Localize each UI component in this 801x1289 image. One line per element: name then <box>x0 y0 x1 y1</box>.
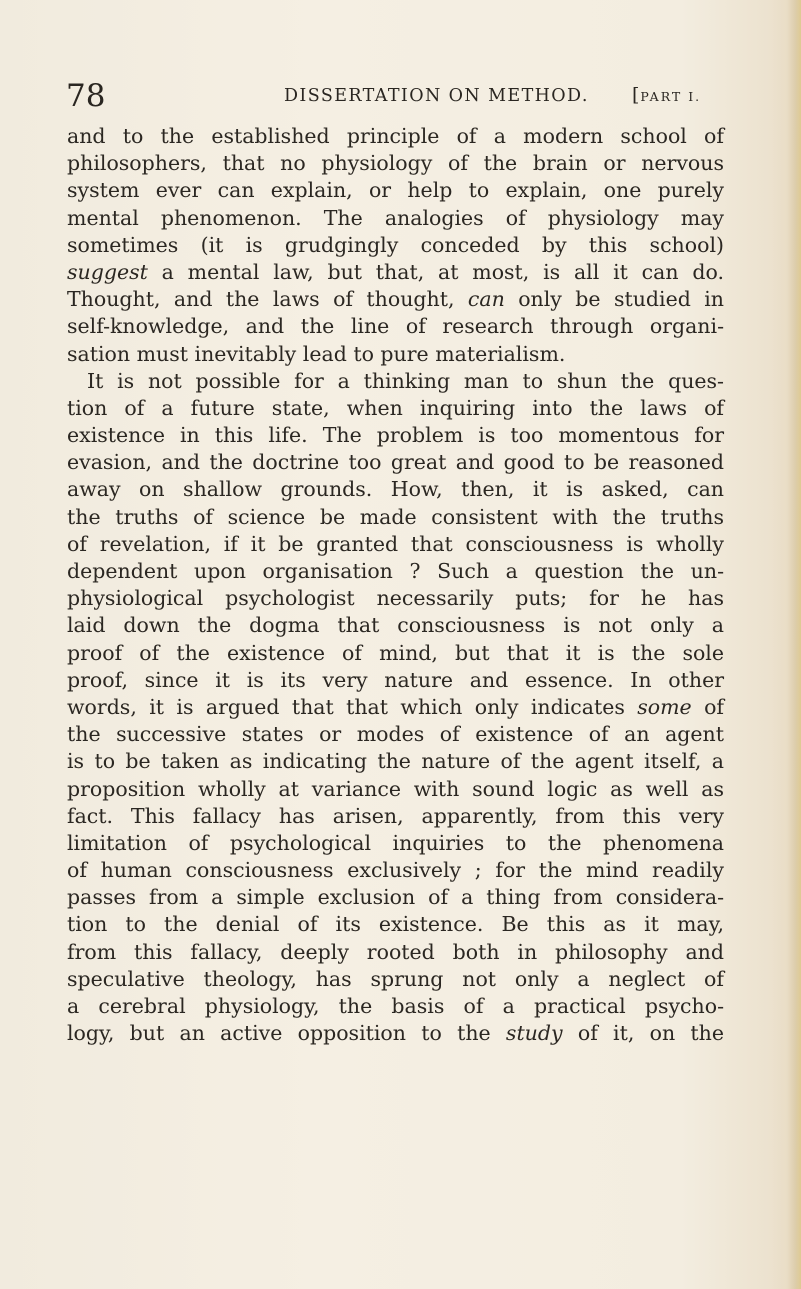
text-line: sation must inevitably lead to pure materialism. <box>67 341 566 366</box>
text-line: limitation of psychological inquiries to the phenomena <box>67 830 724 855</box>
text-line: tion of a future state, when inquiring into the laws of <box>67 395 724 420</box>
text-line: logy, but an active opposition to the study of it, on the <box>67 1021 724 1046</box>
text-line: fact. This fallacy has arisen, apparently, from this very <box>67 803 724 828</box>
text-line: words, it is argued that that which only indicates some of <box>67 694 724 719</box>
italic-word: study <box>505 1021 563 1046</box>
text-line: passes from a simple exclusion of a thing from considera- <box>67 885 724 910</box>
page-edge-shadow <box>787 0 801 1289</box>
text-line: a cerebral physiology, the basis of a practical psycho- <box>67 994 724 1018</box>
text-line: of revelation, if it be granted that consciousness is wholly <box>67 531 724 556</box>
part-label <box>632 84 701 106</box>
text-line: mental phenomenon. The analogies of physiology may <box>67 205 724 230</box>
text-line: proof of the existence of mind, but that it is the sole <box>67 640 724 665</box>
part-text: PART I. <box>640 89 702 104</box>
text-line: proof, since it is its very nature and essence. In other <box>67 667 724 692</box>
text-line: and to the established principle of a modern school of <box>67 124 724 148</box>
text-line: dependent upon organisation ? Such a question the un- <box>67 559 724 583</box>
text-line: is to be taken as indicating the nature of the agent itself, a <box>67 749 724 774</box>
text-line: proposition wholly at variance with sound logic as well as <box>67 776 724 801</box>
text-line: laid down the dogma that consciousness is not only a <box>67 613 724 638</box>
text-line: sometimes (it is grudgingly conceded by this school) <box>67 232 724 257</box>
running-title: DISSERTATION ON METHOD. <box>284 86 589 106</box>
text-line: speculative theology, has sprung not only a neglect of <box>67 966 724 991</box>
italic-word: suggest <box>67 259 148 284</box>
text-line: existence in this life. The problem is too momentous for <box>67 423 724 448</box>
text-line: self-knowledge, and the line of research through organi- <box>67 314 724 339</box>
text-line: the successive states or modes of existence of an agent <box>67 722 724 747</box>
text-line: away on shallow grounds. How, then, it is asked, can <box>67 477 724 502</box>
text-line: Thought, and the laws of thought, can only be studied in <box>67 287 724 312</box>
page-number: 78 <box>66 78 106 114</box>
text-line: philosophers, that no physiology of the brain or nervous <box>67 151 724 176</box>
running-head <box>66 78 756 118</box>
italic-word: can <box>467 287 505 312</box>
body-text <box>67 123 724 1047</box>
text-line: of human consciousness exclusively ; for the mind readily <box>67 858 724 883</box>
text-line: suggest a mental law, but that, at most, is all it can do. <box>67 259 724 284</box>
text-line: It is not possible for a thinking man to shun the ques- <box>87 368 724 393</box>
text-line: from this fallacy, deeply rooted both in philosophy and <box>67 939 724 964</box>
text-line: tion to the denial of its existence. Be this as it may, <box>67 912 724 937</box>
text-line: the truths of science be made consistent with the truths <box>67 504 724 529</box>
text-line: system ever can explain, or help to explain, one purely <box>67 178 724 203</box>
part-bracket: [ <box>632 84 641 106</box>
italic-word: some <box>637 694 692 719</box>
text-line: physiological psychologist necessarily puts; for he has <box>67 586 724 611</box>
text-line: evasion, and the doctrine too great and good to be reasoned <box>67 450 724 475</box>
